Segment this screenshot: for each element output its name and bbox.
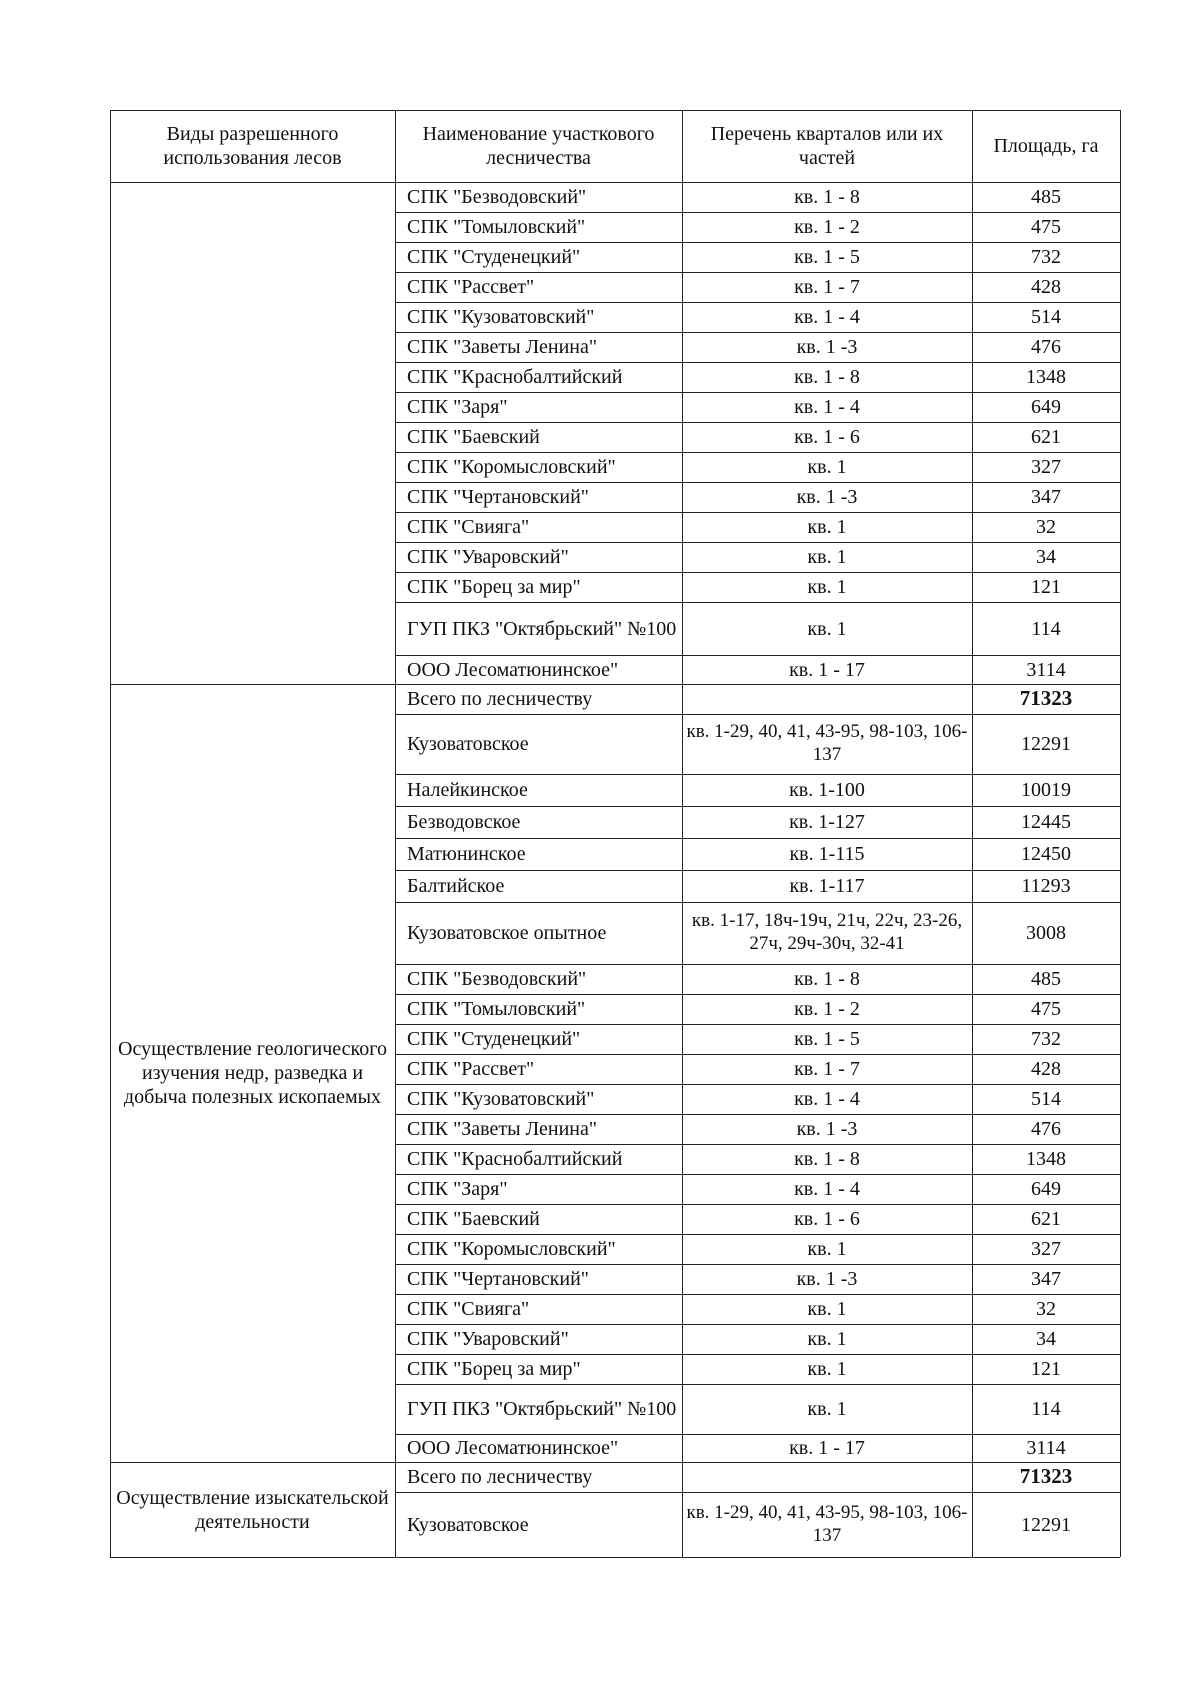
- forestry-name-cell: СПК "Краснобалтийский: [407, 1148, 623, 1170]
- forestry-name-cell: Кузоватовское опытное: [407, 922, 607, 944]
- area-cell: 12445: [1021, 811, 1071, 833]
- area-cell: 428: [1031, 276, 1061, 298]
- quarters-cell: кв. 1 - 2: [794, 998, 860, 1020]
- area-cell: 10019: [1021, 779, 1071, 801]
- total-label-cell: Всего по лесничеству: [407, 1466, 593, 1488]
- area-cell: 12450: [1021, 843, 1071, 865]
- forestry-name-cell: СПК "Заветы Ленина": [407, 336, 598, 358]
- forestry-name-cell: ГУП ПКЗ "Октябрьский" №100: [407, 617, 677, 640]
- forestry-name-cell: Кузоватовское: [407, 733, 529, 755]
- area-cell: 514: [1031, 306, 1061, 328]
- quarters-cell: кв. 1 -3: [796, 1118, 858, 1140]
- area-cell: 621: [1031, 1208, 1061, 1230]
- quarters-cell: кв. 1: [807, 1328, 847, 1350]
- area-cell: 485: [1031, 968, 1061, 990]
- quarters-cell: кв. 1: [807, 1398, 847, 1420]
- quarters-cell: кв. 1 - 4: [794, 396, 860, 418]
- forestry-name-cell: СПК "Безводовский": [407, 186, 587, 208]
- area-cell: 3114: [1026, 658, 1066, 681]
- forestry-name-cell: СПК "Заря": [407, 1178, 508, 1200]
- quarters-cell: кв. 1 - 4: [794, 1088, 860, 1110]
- area-cell: 732: [1031, 246, 1061, 268]
- area-cell: 327: [1031, 1238, 1061, 1260]
- area-cell: 514: [1031, 1088, 1061, 1110]
- area-cell: 121: [1031, 1358, 1061, 1380]
- forestry-name-cell: СПК "Заря": [407, 396, 508, 418]
- forestry-name-cell: Балтийское: [407, 875, 505, 897]
- forestry-name-cell: СПК "Безводовский": [407, 968, 587, 990]
- area-cell: 347: [1031, 486, 1061, 508]
- quarters-cell: кв. 1 - 17: [789, 658, 865, 681]
- quarters-cell-empty: [682, 1462, 972, 1492]
- area-cell: 12291: [1021, 1513, 1071, 1536]
- forestry-name-cell: Кузоватовское: [407, 1513, 529, 1536]
- forestry-name-cell: СПК "Кузоватовский": [407, 1088, 595, 1110]
- quarters-cell: кв. 1 - 6: [794, 1208, 860, 1230]
- header-cell-quarters: Перечень кварталов или их частей: [710, 123, 944, 169]
- quarters-cell: кв. 1-17, 18ч-19ч, 21ч, 22ч, 23-26, 27ч, 29ч-30ч, 32-41: [691, 910, 963, 954]
- area-cell: 121: [1031, 576, 1061, 598]
- total-label-cell: Всего по лесничеству: [407, 688, 593, 710]
- area-cell: 32: [1036, 1298, 1056, 1320]
- quarters-cell: кв. 1 - 5: [794, 246, 860, 268]
- forestry-name-cell: СПК "Томыловский": [407, 216, 586, 238]
- forestry-name-cell: СПК "Кузоватовский": [407, 306, 595, 328]
- quarters-cell: кв. 1 - 4: [794, 306, 860, 328]
- header-cell-area: Площадь, га: [993, 135, 1099, 157]
- quarters-cell-empty: [682, 684, 972, 714]
- area-cell: 11293: [1021, 875, 1071, 897]
- forestry-name-cell: ООО Лесоматюнинское": [407, 658, 619, 681]
- quarters-cell: кв. 1: [807, 617, 847, 640]
- forestry-name-cell: СПК "Студенецкий": [407, 1028, 581, 1050]
- table-vertical-rule: [1120, 110, 1121, 1557]
- header-cell-use-type: Виды разрешенного использования лесов: [163, 123, 342, 169]
- area-cell: 649: [1031, 396, 1061, 418]
- quarters-cell: кв. 1: [807, 576, 847, 598]
- area-cell: 732: [1031, 1028, 1061, 1050]
- forestry-name-cell: СПК "Свияга": [407, 516, 530, 538]
- quarters-cell: кв. 1 - 6: [794, 426, 860, 448]
- area-cell: 475: [1031, 998, 1061, 1020]
- quarters-cell: кв. 1-127: [789, 811, 865, 833]
- forestry-name-cell: СПК "Чертановский": [407, 1268, 589, 1290]
- quarters-cell: кв. 1 -3: [796, 486, 858, 508]
- forestry-name-cell: СПК "Коромысловский": [407, 1238, 616, 1260]
- area-cell: 347: [1031, 1268, 1061, 1290]
- area-cell: 649: [1031, 1178, 1061, 1200]
- header-cell-forestry: Наименование участкового лесничества: [422, 123, 655, 169]
- forestry-name-cell: СПК "Рассвет": [407, 1058, 535, 1080]
- quarters-cell: кв. 1 - 8: [794, 186, 860, 208]
- area-cell: 621: [1031, 426, 1061, 448]
- total-area-cell: 71323: [1019, 686, 1073, 711]
- use-type-cell-geology: Осуществление геологического изучения недр, разведка и добыча полезных ископаемых: [118, 1038, 387, 1108]
- quarters-cell: кв. 1 - 17: [789, 1437, 865, 1459]
- quarters-cell: кв. 1 - 4: [794, 1178, 860, 1200]
- area-cell: 428: [1031, 1058, 1061, 1080]
- quarters-cell: кв. 1 -3: [796, 1268, 858, 1290]
- area-cell: 3114: [1026, 1437, 1066, 1459]
- forestry-name-cell: ООО Лесоматюнинское": [407, 1437, 619, 1459]
- forestry-name-cell: СПК "Рассвет": [407, 276, 535, 298]
- forestry-name-cell: СПК "Уваровский": [407, 546, 569, 568]
- forestry-name-cell: СПК "Борец за мир": [407, 1358, 581, 1380]
- area-cell: 34: [1036, 546, 1056, 568]
- quarters-cell: кв. 1 - 2: [794, 216, 860, 238]
- quarters-cell: кв. 1 - 8: [794, 366, 860, 388]
- forestry-name-cell: ГУП ПКЗ "Октябрьский" №100: [407, 1398, 677, 1420]
- forestry-name-cell: СПК "Заветы Ленина": [407, 1118, 598, 1140]
- area-cell: 12291: [1021, 733, 1071, 755]
- area-cell: 485: [1031, 186, 1061, 208]
- area-cell: 1348: [1026, 366, 1066, 388]
- quarters-cell: кв. 1 - 7: [794, 1058, 860, 1080]
- quarters-cell: кв. 1: [807, 1358, 847, 1380]
- area-cell: 114: [1031, 1398, 1061, 1420]
- total-area-cell: 71323: [1019, 1464, 1073, 1489]
- quarters-cell: кв. 1 - 8: [794, 1148, 860, 1170]
- quarters-cell: кв. 1: [807, 516, 847, 538]
- forestry-name-cell: СПК "Томыловский": [407, 998, 586, 1020]
- quarters-cell: кв. 1-100: [789, 779, 865, 801]
- quarters-cell: кв. 1-115: [789, 843, 865, 865]
- forestry-name-cell: СПК "Коромысловский": [407, 456, 616, 478]
- table-horizontal-rule: [395, 1557, 1120, 1558]
- forestry-name-cell: Матюнинское: [407, 843, 526, 865]
- area-cell: 476: [1031, 1118, 1061, 1140]
- use-type-cell-survey: Осуществление изыскательской деятельности: [116, 1486, 389, 1533]
- area-cell: 114: [1031, 617, 1061, 640]
- quarters-cell: кв. 1: [807, 1238, 847, 1260]
- forestry-name-cell: СПК "Чертановский": [407, 486, 589, 508]
- quarters-cell: кв. 1 - 5: [794, 1028, 860, 1050]
- area-cell: 34: [1036, 1328, 1056, 1350]
- area-cell: 3008: [1026, 922, 1066, 944]
- quarters-cell: кв. 1 - 8: [794, 968, 860, 990]
- area-cell: 475: [1031, 216, 1061, 238]
- area-cell: 327: [1031, 456, 1061, 478]
- quarters-cell: кв. 1: [807, 456, 847, 478]
- forestry-name-cell: СПК "Студенецкий": [407, 246, 581, 268]
- area-cell: 476: [1031, 336, 1061, 358]
- forestry-name-cell: Налейкинское: [407, 779, 528, 801]
- forestry-name-cell: Безводовское: [407, 811, 521, 833]
- forestry-name-cell: СПК "Баевский: [407, 426, 540, 448]
- quarters-cell: кв. 1-29, 40, 41, 43-95, 98-103, 106-137: [686, 1501, 968, 1546]
- quarters-cell: кв. 1: [807, 546, 847, 568]
- forestry-name-cell: СПК "Борец за мир": [407, 576, 581, 598]
- area-cell: 32: [1036, 516, 1056, 538]
- area-cell: 1348: [1026, 1148, 1066, 1170]
- forestry-name-cell: СПК "Баевский: [407, 1208, 540, 1230]
- forestry-name-cell: СПК "Свияга": [407, 1298, 530, 1320]
- quarters-cell: кв. 1 - 7: [794, 276, 860, 298]
- quarters-cell: кв. 1-117: [789, 875, 865, 897]
- quarters-cell: кв. 1: [807, 1298, 847, 1320]
- quarters-cell: кв. 1-29, 40, 41, 43-95, 98-103, 106-137: [686, 721, 968, 765]
- forestry-name-cell: СПК "Уваровский": [407, 1328, 569, 1350]
- forestry-name-cell: СПК "Краснобалтийский: [407, 366, 623, 388]
- quarters-cell: кв. 1 -3: [796, 336, 858, 358]
